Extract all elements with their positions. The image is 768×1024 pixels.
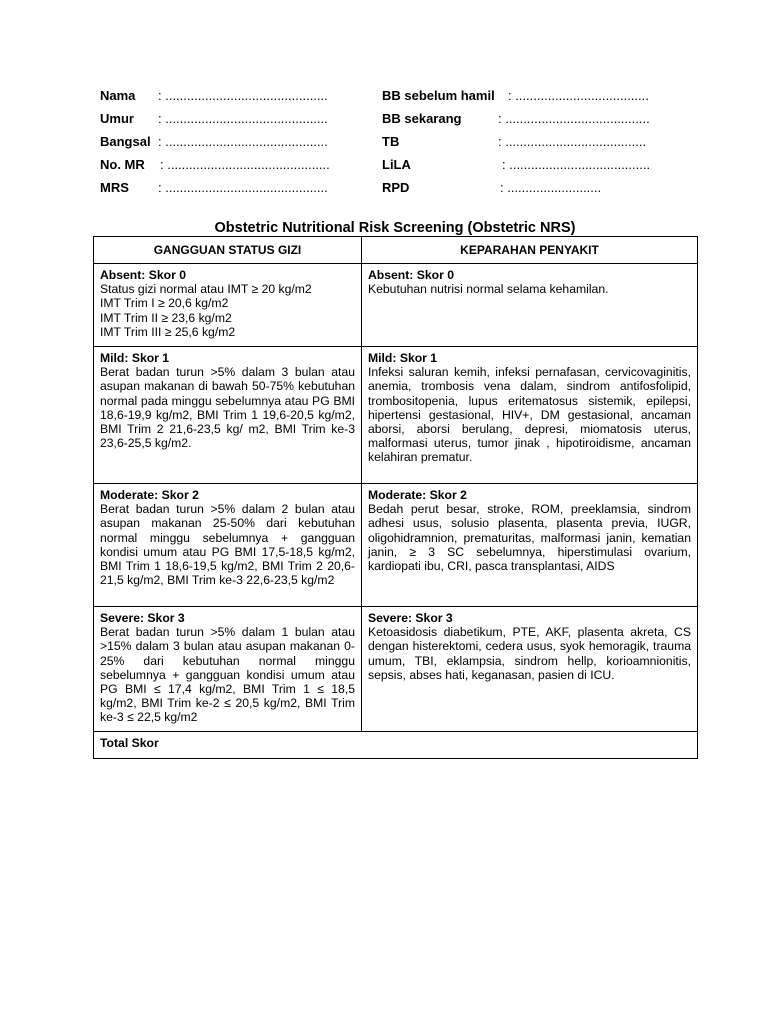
table-row (94, 484, 698, 607)
cell-line: IMT Trim III ≥ 25,6 kg/m2 (100, 324, 236, 339)
field-value[interactable]: : ............................................. (158, 111, 328, 126)
field-value[interactable]: : .......................... (500, 180, 602, 195)
field-value[interactable]: : ............................................. (158, 88, 328, 103)
field-value[interactable]: : ..................................... (508, 88, 649, 103)
cell-text: Ketoasidosis diabetikum, PTE, AKF, plasenta akreta, CS dengan histerektomi, cedera usus, syok hemoragik, trauma umum, TBI, eklampsia, sindrom hellp, korioamnionitis, sepsis, abses hati, keganasan, pasien di ICU. (368, 625, 691, 682)
field-label: Nama (100, 88, 136, 103)
cell-line: IMT Trim I ≥ 20,6 kg/m2 (100, 296, 229, 311)
field-bb-sebelum-hamil (382, 88, 649, 104)
total-skor-cell[interactable] (94, 731, 698, 758)
field-value[interactable]: : ............................................. (160, 157, 330, 172)
field-value[interactable]: : ....................................... (498, 134, 647, 149)
cell-heading: Severe: Skor 3 (100, 611, 185, 625)
field-nama (100, 88, 328, 104)
cell-text: Infeksi saluran kemih, infeksi pernafasan, cervicovaginitis, anemia, trombosis vena dalam, sindrom antifosfolipid, trombositopenia, lupus eritematosus sistemik, epilepsi, hipertensi gestasional, HIV+, DM gestasional, ancaman aborsi, aborsi berulang, depresi, miomatosis uterus, malformasi uterus, tumor jinak , hipotiroidisme, ancaman kelahiran prematur. (368, 365, 691, 465)
field-no-mr (100, 157, 330, 173)
cell-line: IMT Trim II ≥ 23,6 kg/m2 (100, 310, 232, 325)
cell-keparahan-mild[interactable] (362, 347, 698, 484)
cell-keparahan-severe[interactable] (362, 607, 698, 732)
cell-heading: Mild: Skor 1 (100, 351, 170, 365)
cell-text: Berat badan turun >5% dalam 3 bulan atau asupan makanan di bawah 50-75% kebutuhan normal pada minggu sebelumnya atau PG BMI 18,6-19,9 kg/m2, BMI Trim 1 19,6-20,5 kg/m2, BMI Trim 2 21,6-23,5 kg/ m2, BMI Trim ke-3 23,6-25,5 kg/m2. (100, 365, 355, 451)
field-mrs (100, 180, 328, 196)
cell-heading: Mild: Skor 1 (368, 351, 438, 365)
header-keparahan-penyakit: KEPARAHAN PENYAKIT (362, 237, 698, 264)
cell-text: Bedah perut besar, stroke, ROM, preeklamsia, sindrom adhesi usus, solusio plasenta, plasenta previa, IUGR, oligohidramnion, prematuritas, malformasi janin, kematian janin, ≥ 3 SC sebelumnya, hiperstimulasi ovarium, kardiopati ibu, CRI, pasca transplantasi, AIDS (368, 502, 691, 574)
field-bangsal (100, 134, 328, 150)
header-gangguan-status-gizi: GANGGUAN STATUS GIZI (94, 237, 362, 264)
cell-status-gizi-severe[interactable] (94, 607, 362, 732)
cell-status-gizi-mild[interactable] (94, 347, 362, 484)
field-label: LiLA (382, 157, 411, 172)
cell-keparahan-moderate[interactable] (362, 484, 698, 607)
cell-status-gizi-absent[interactable] (94, 264, 362, 347)
field-label: BB sekarang (382, 111, 462, 126)
field-umur (100, 111, 328, 127)
cell-keparahan-absent[interactable] (362, 264, 698, 347)
field-rpd (382, 180, 601, 196)
screening-table (93, 236, 698, 759)
field-label: RPD (382, 180, 410, 195)
cell-line: Status gizi normal atau IMT ≥ 20 kg/m2 (100, 282, 312, 297)
field-label: MRS (100, 180, 129, 195)
field-bb-sekarang (382, 111, 650, 127)
cell-heading: Absent: Skor 0 (368, 268, 455, 282)
field-tb (382, 134, 646, 150)
cell-heading: Moderate: Skor 2 (100, 488, 199, 502)
field-label: Umur (100, 111, 134, 126)
cell-heading: Moderate: Skor 2 (368, 488, 467, 502)
cell-heading: Severe: Skor 3 (368, 611, 453, 625)
total-row (94, 731, 698, 758)
field-label: TB (382, 134, 400, 149)
table-row (94, 264, 698, 347)
table-row (94, 347, 698, 484)
cell-text: Berat badan turun >5% dalam 2 bulan atau asupan makanan 25-50% dari kebutuhan normal minggu sebelumnya + gangguan kondisi umum atau PG BMI 17,5-18,5 kg/m2, BMI Trim 1 18,6-19,5 kg/m2, BMI Trim 2 20,6- 21,5 kg/m2, BMI Trim ke-3 22,6-23,5 kg/m2 (100, 502, 355, 588)
field-label: No. MR (100, 157, 145, 172)
cell-text: Berat badan turun >5% dalam 1 bulan atau >15% dalam 3 bulan atau asupan makanan 0-25% dari kebutuhan normal minggu sebelumnya + gangguan kondisi umum atau PG BMI ≤ 17,4 kg/m2, BMI Trim 1 ≤ 18,5 kg/m2, BMI Trim ke-2 ≤ 20,5 kg/m2, BMI Trim ke-3 ≤ 22,5 kg/m2 (100, 625, 355, 725)
total-skor-label: Total Skor (100, 735, 159, 750)
field-value[interactable]: : ............................................. (158, 180, 328, 195)
cell-text: Kebutuhan nutrisi normal selama kehamilan. (368, 282, 609, 297)
cell-status-gizi-moderate[interactable] (94, 484, 362, 607)
cell-heading: Absent: Skor 0 (100, 268, 187, 282)
field-label: BB sebelum hamil (382, 88, 495, 103)
field-value[interactable]: : ....................................... (502, 157, 651, 172)
field-value[interactable]: : ........................................ (498, 111, 650, 126)
table-row (94, 607, 698, 732)
field-value[interactable]: : ............................................. (158, 134, 328, 149)
field-lila (382, 157, 650, 173)
field-label: Bangsal (100, 134, 151, 149)
page-title: Obstetric Nutritional Risk Screening (Obstetric NRS) (214, 220, 576, 236)
table-header-row (94, 237, 698, 264)
